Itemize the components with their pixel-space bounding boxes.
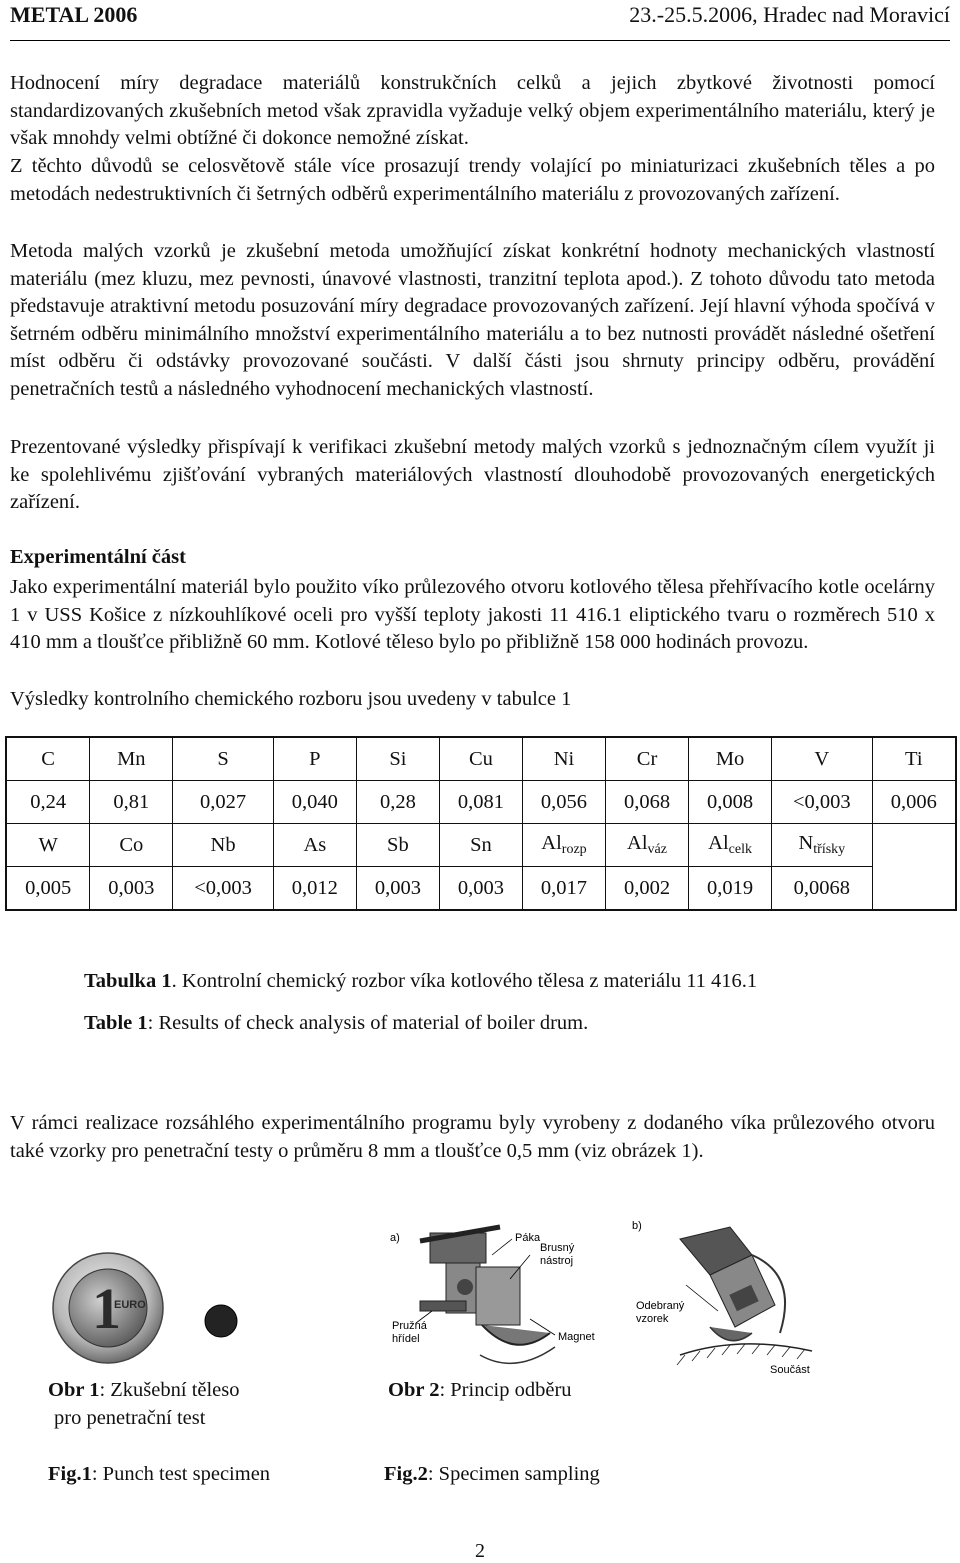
figure-label: Fig.1 xyxy=(48,1463,92,1485)
table-cell: 0,002 xyxy=(606,867,689,911)
table-cell xyxy=(356,824,439,867)
caption-label: Table 1 xyxy=(84,1012,148,1034)
paragraph-4: Prezentované výsledky přispívají k verifikaci zkušební metody malých vzorků s jednoznačným cílem využít ji ke spolehlivému zjišťování vybraných materiálových vlastností dlouhodobě provozovaných energetických zařízení. xyxy=(10,436,935,513)
element-symbol: W xyxy=(38,833,58,856)
figure-label: Fig.2 xyxy=(384,1463,428,1485)
table-cell: Ti xyxy=(872,737,956,781)
table-cell: 0,017 xyxy=(522,867,605,911)
element-symbol: Sn xyxy=(470,833,492,856)
figure-1-caption-cz xyxy=(48,1376,240,1432)
sampling-device-b xyxy=(680,1227,785,1341)
element-symbol: Sb xyxy=(387,833,409,856)
caption-text: . Kontrolní chemický rozbor víka kotlového tělesa z materiálu 11 416.1 xyxy=(171,970,758,992)
label-paka: Páka xyxy=(515,1232,541,1244)
label-brusny-1: Brusný xyxy=(540,1242,575,1254)
coin-word: EURO xyxy=(114,1299,146,1311)
euro-coin xyxy=(53,1253,163,1363)
table-cell xyxy=(90,824,173,867)
table-cell: 0,003 xyxy=(356,867,439,911)
figure-caption-text: : Zkušební těleso xyxy=(99,1379,240,1401)
table-row-elements-1 xyxy=(6,737,956,781)
table-cell: 0,24 xyxy=(6,781,90,824)
label-brusny-2: nástroj xyxy=(540,1255,574,1267)
table-cell: V xyxy=(772,737,872,781)
label-odebrany-2: vzorek xyxy=(636,1313,669,1325)
paragraph-1: Hodnocení míry degradace materiálů konstrukčních celků a jejich zbytkové životnosti pomocí standardizovaných zkušebních metod však zpravidla vyžaduje velký objem experimentálního materiálu, který je však mnohdy velmi obtížné či dokonce nemožné získat. xyxy=(10,72,935,149)
label-soucast: Součást xyxy=(770,1364,810,1376)
table-cell xyxy=(522,824,605,867)
table-cell: P xyxy=(273,737,356,781)
label-odebrany-1: Odebraný xyxy=(636,1300,685,1312)
table-row-values-2 xyxy=(6,867,956,911)
table-cell: Ni xyxy=(522,737,605,781)
table-cell: Cr xyxy=(606,737,689,781)
element-symbol: Nb xyxy=(210,833,236,856)
conference-name: METAL 2006 xyxy=(10,2,138,27)
caption-label: Tabulka 1 xyxy=(84,970,172,992)
page-header xyxy=(10,0,950,41)
table-caption-en xyxy=(84,1012,588,1035)
figure-2-diagram xyxy=(380,1215,820,1380)
table-cell: 0,040 xyxy=(273,781,356,824)
element-subscript: třísky xyxy=(813,842,846,857)
element-symbol: Al xyxy=(541,832,562,854)
table-cell xyxy=(6,824,90,867)
element-symbol: Al xyxy=(627,832,648,854)
conference-date-place: 23.-25.5.2006, Hradec nad Moravicí xyxy=(629,2,950,27)
table-cell xyxy=(689,824,772,867)
table-cell: 0,003 xyxy=(90,867,173,911)
table-cell: 0,068 xyxy=(606,781,689,824)
table-caption-cz xyxy=(84,970,757,993)
test-specimen xyxy=(205,1305,237,1337)
element-symbol: As xyxy=(303,833,327,856)
table-cell: Mo xyxy=(689,737,772,781)
table-row-elements-2 xyxy=(6,824,956,867)
paragraph-6: Výsledky kontrolního chemického rozboru jsou uvedeny v tabulce 1 xyxy=(10,688,572,710)
table-cell: Si xyxy=(356,737,439,781)
sampling-device-a xyxy=(420,1227,555,1363)
caption-text: : Results of check analysis of material of boiler drum. xyxy=(147,1012,589,1034)
table-cell: 0,81 xyxy=(90,781,173,824)
label-magnet: Magnet xyxy=(558,1331,595,1343)
figure-1-caption-en xyxy=(48,1460,270,1488)
figure-caption-text: : Punch test specimen xyxy=(91,1463,271,1485)
figure-caption-text: : Specimen sampling xyxy=(427,1463,600,1485)
table-cell: <0,003 xyxy=(173,867,273,911)
paragraph-2: Z těchto důvodů se celosvětově stále více prosazují trendy volající po miniaturizaci zkušebních těles a po metodách nedestruktivních či šetrných odběrů experimentálního materiálu z provozovaných zařízení. xyxy=(10,155,935,205)
figure-label: Obr 1 xyxy=(48,1379,100,1401)
table-cell: 0,006 xyxy=(872,781,956,824)
paragraph-7: V rámci realizace rozsáhlého experimentálního programu byly vyrobeny z dodaného víka průlezového otvoru také vzorky pro penetrační testy o průměru 8 mm a tloušťce 0,5 mm (viz obrázek 1). xyxy=(10,1112,935,1162)
table-cell: 0,081 xyxy=(439,781,522,824)
element-symbol: Co xyxy=(119,833,144,856)
table-cell: 0,027 xyxy=(173,781,273,824)
element-symbol: N xyxy=(798,832,814,854)
table-cell: 0,003 xyxy=(439,867,522,911)
table-cell: 0,012 xyxy=(273,867,356,911)
table-cell xyxy=(273,824,356,867)
table-cell: 0,008 xyxy=(689,781,772,824)
table-cell: C xyxy=(6,737,90,781)
table-cell: 0,056 xyxy=(522,781,605,824)
element-subscript: váz xyxy=(647,842,667,857)
figure-1-photo xyxy=(50,1250,290,1370)
coin-numeral: 1 xyxy=(92,1276,121,1341)
table-cell: S xyxy=(173,737,273,781)
table-cell: 0,0068 xyxy=(772,867,872,911)
table-cell: Mn xyxy=(90,737,173,781)
table-cell: <0,003 xyxy=(772,781,872,824)
table-cell xyxy=(173,824,273,867)
figure-label: Obr 2 xyxy=(388,1379,440,1401)
section-heading: Experimentální část xyxy=(10,546,186,568)
paragraph-3: Metoda malých vzorků je zkušební metoda umožňující získat konkrétní hodnoty mechanických vlastností materiálu (mez kluzu, mez pevnosti, únavové vlastnosti, tranzitní teplota apod.). Z tohoto důvodu tato metoda představuje atraktivní metodu posuzování míry degradace provozovaných zařízení. Její hlavní výhoda spočívá v šetrném odběru minimálního množství experimentálního materiálu a to bez nutnosti provádět následné ošetření míst odběru či odstávky provozované součásti. V další části jsou shrnuty principy odběru, provádění penetračních testů a následného vyhodnocení mechanických vlastností. xyxy=(10,240,935,400)
table-cell xyxy=(772,824,872,867)
label-pruzna-2: hřídel xyxy=(392,1333,420,1345)
label-pruzna-1: Pružná xyxy=(392,1320,427,1332)
figure-caption-text: : Princip odběru xyxy=(439,1379,572,1401)
table-cell: 0,28 xyxy=(356,781,439,824)
element-subscript: rozp xyxy=(561,842,587,857)
page-number: 2 xyxy=(475,1540,485,1562)
figure-2-caption-cz xyxy=(388,1376,572,1404)
table-row-values-1 xyxy=(6,781,956,824)
figure-2-caption-en xyxy=(384,1460,600,1488)
chemical-analysis-table xyxy=(5,736,957,911)
paragraph-5: Jako experimentální materiál bylo použito víko průlezového otvoru kotlového tělesa přehřívacího kotle ocelárny 1 v USS Košice z nízkouhlíkové oceli pro vyšší teploty jakosti 11 416.1 eliptického tvaru o rozměrech 510 x 410 mm a tloušťce přibližně 60 mm. Kotlové těleso bylo po přibližně 158 000 hodinách provozu. xyxy=(10,576,935,653)
diagram-label-b: b) xyxy=(632,1220,642,1232)
diagram-label-a: a) xyxy=(390,1232,400,1244)
figure-caption-text: pro penetrační test xyxy=(54,1407,206,1429)
table-cell: Cu xyxy=(439,737,522,781)
table-cell: 0,005 xyxy=(6,867,90,911)
table-cell: 0,019 xyxy=(689,867,772,911)
element-subscript: celk xyxy=(728,842,752,857)
table-cell xyxy=(606,824,689,867)
table-cell xyxy=(439,824,522,867)
element-symbol: Al xyxy=(708,832,729,854)
